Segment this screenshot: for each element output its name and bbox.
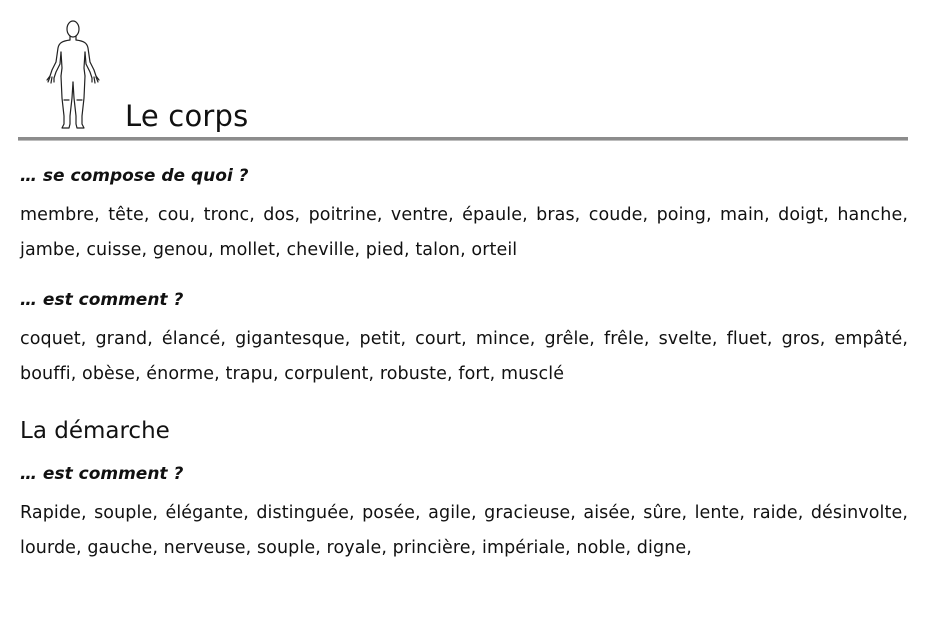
- section-heading-demarche: La démarche: [20, 418, 170, 444]
- question-comment-body: … est comment ?: [20, 290, 184, 310]
- question-compose: … se compose de quoi ?: [20, 166, 249, 186]
- page-title: Le corps: [125, 99, 249, 133]
- question-comment-demarche: … est comment ?: [20, 464, 184, 484]
- title-divider: [18, 137, 908, 141]
- header: [20, 0, 908, 141]
- paragraph-demarche-adjectives: Rapide, souple, élégante, distinguée, posée, agile, gracieuse, aisée, sûre, lente, raide, désinvolte, lourde, gauche, nerveuse, souple, royale, princière, impériale, noble, digne,: [20, 503, 908, 558]
- document-page: [20, 0, 908, 566]
- paragraph-body-parts: membre, tête, cou, tronc, dos, poitrine, ventre, épaule, bras, coude, poing, main, doigt, hanche, jambe, cuisse, genou, mollet, cheville, pied, talon, orteil: [20, 205, 908, 260]
- paragraph-body-adjectives: coquet, grand, élancé, gigantesque, petit, court, mince, grêle, frêle, svelte, fluet, gros, empâté, bouffi, obèse, énorme, trapu, corpulent, robuste, fort, musclé: [20, 329, 908, 384]
- human-body-outline-icon: [40, 20, 106, 130]
